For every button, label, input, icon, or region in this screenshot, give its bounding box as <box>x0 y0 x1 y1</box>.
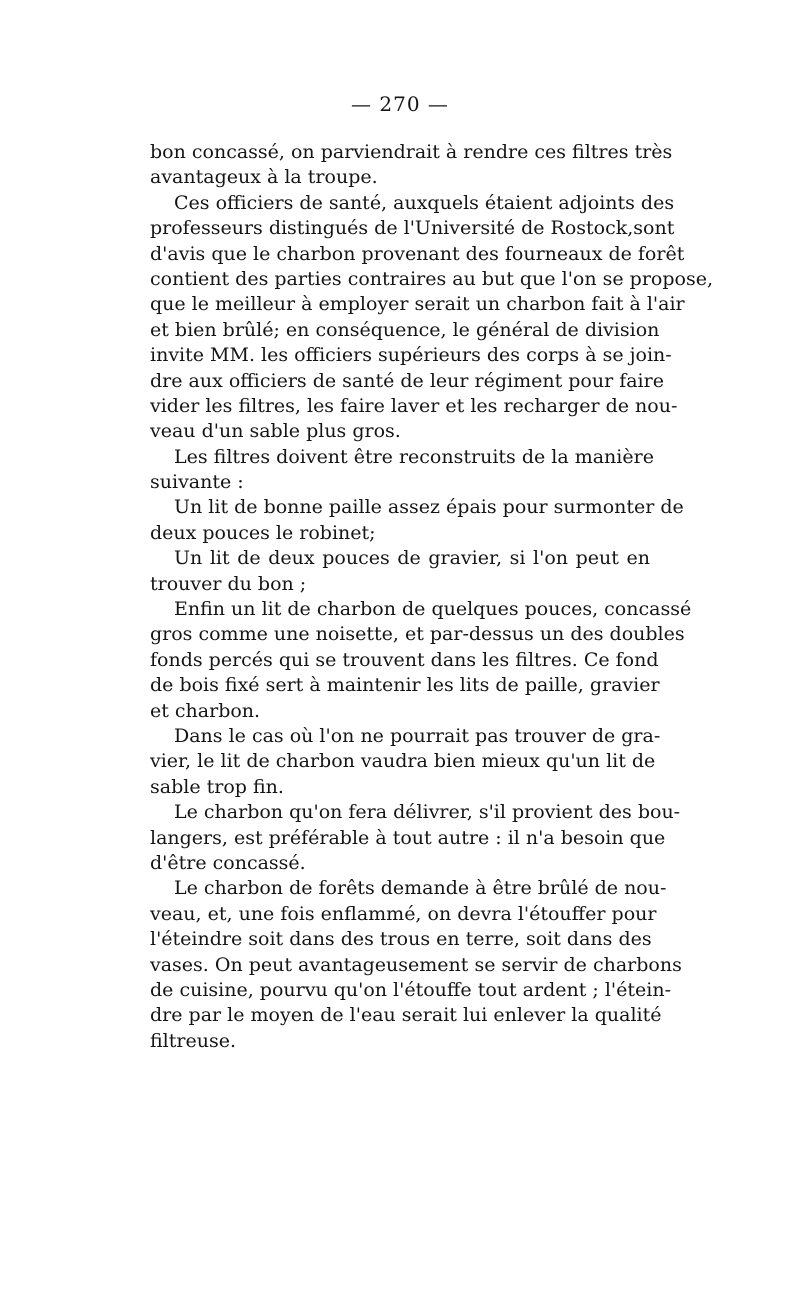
text-line: sable trop fin. <box>150 775 284 798</box>
text-line: vases. On peut avantageusement se servir de charbons <box>150 953 682 976</box>
text-line: contient des parties contraires au but que l'on se propose, <box>150 267 713 290</box>
text-line: dre par le moyen de l'eau serait lui enlever la qualité <box>150 1004 662 1027</box>
text-line: trouver du bon ; <box>150 572 307 595</box>
text-line: avantageux à la troupe. <box>150 166 378 189</box>
text-line: fonds percés qui se trouvent dans les filtres. Ce fond <box>150 648 659 671</box>
text-line: suivante : <box>150 471 244 494</box>
text-line: Enfin un lit de charbon de quelques pouces, concassé <box>174 598 692 621</box>
text-line: Un lit de bonne paille assez épais pour surmonter de <box>174 496 684 519</box>
text-line: d'être concassé. <box>150 851 306 874</box>
text-line: et charbon. <box>150 699 261 722</box>
text-line: de bois fixé sert à maintenir les lits de paille, gravier <box>150 674 660 697</box>
text-line: langers, est préférable à tout autre : il n'a besoin que <box>150 826 666 849</box>
body-text <box>150 140 713 1054</box>
text-line: d'avis que le charbon provenant des fourneaux de forêt <box>150 242 685 265</box>
text-line: Dans le cas où l'on ne pourrait pas trouver de gra- <box>174 724 661 747</box>
text-line: invite MM. les officiers supérieurs des corps à se join- <box>150 344 672 367</box>
text-line: gros comme une noisette, et par-dessus un des doubles <box>150 623 685 646</box>
text-line: vider les filtres, les faire laver et les recharger de nou- <box>150 394 678 417</box>
text-line: dre aux officiers de santé de leur régiment pour faire <box>150 369 664 392</box>
text-line: Les filtres doivent être reconstruits de la manière <box>174 445 654 468</box>
text-line: veau, et, une fois enflammé, on devra l'étouffer pour <box>150 902 657 925</box>
page-number: — 270 — <box>351 92 449 116</box>
text-line: professeurs distingués de l'Université de Rostock,sont <box>150 217 675 240</box>
text-line: de cuisine, pourvu qu'on l'étouffe tout ardent ; l'étein- <box>150 978 672 1001</box>
text-line: et bien brûlé; en conséquence, le général de division <box>150 318 660 341</box>
text-line: deux pouces le robinet; <box>150 521 376 544</box>
text-line: filtreuse. <box>150 1029 236 1052</box>
text-line: veau d'un sable plus gros. <box>150 420 401 443</box>
text-line: Ces officiers de santé, auxquels étaient adjoints des <box>174 191 675 214</box>
text-line: Un lit de deux pouces de gravier, si l'on peut en <box>174 547 650 570</box>
text-line: Le charbon qu'on fera délivrer, s'il provient des bou- <box>174 801 681 824</box>
text-line: l'éteindre soit dans des trous en terre, soit dans des <box>150 928 652 951</box>
text-line: Le charbon de forêts demande à être brûlé de nou- <box>174 877 667 900</box>
text-line: que le meilleur à employer serait un charbon fait à l'air <box>150 293 685 316</box>
text-line: vier, le lit de charbon vaudra bien mieux qu'un lit de <box>150 750 656 773</box>
text-line: bon concassé, on parviendrait à rendre ces filtres très <box>150 141 673 163</box>
